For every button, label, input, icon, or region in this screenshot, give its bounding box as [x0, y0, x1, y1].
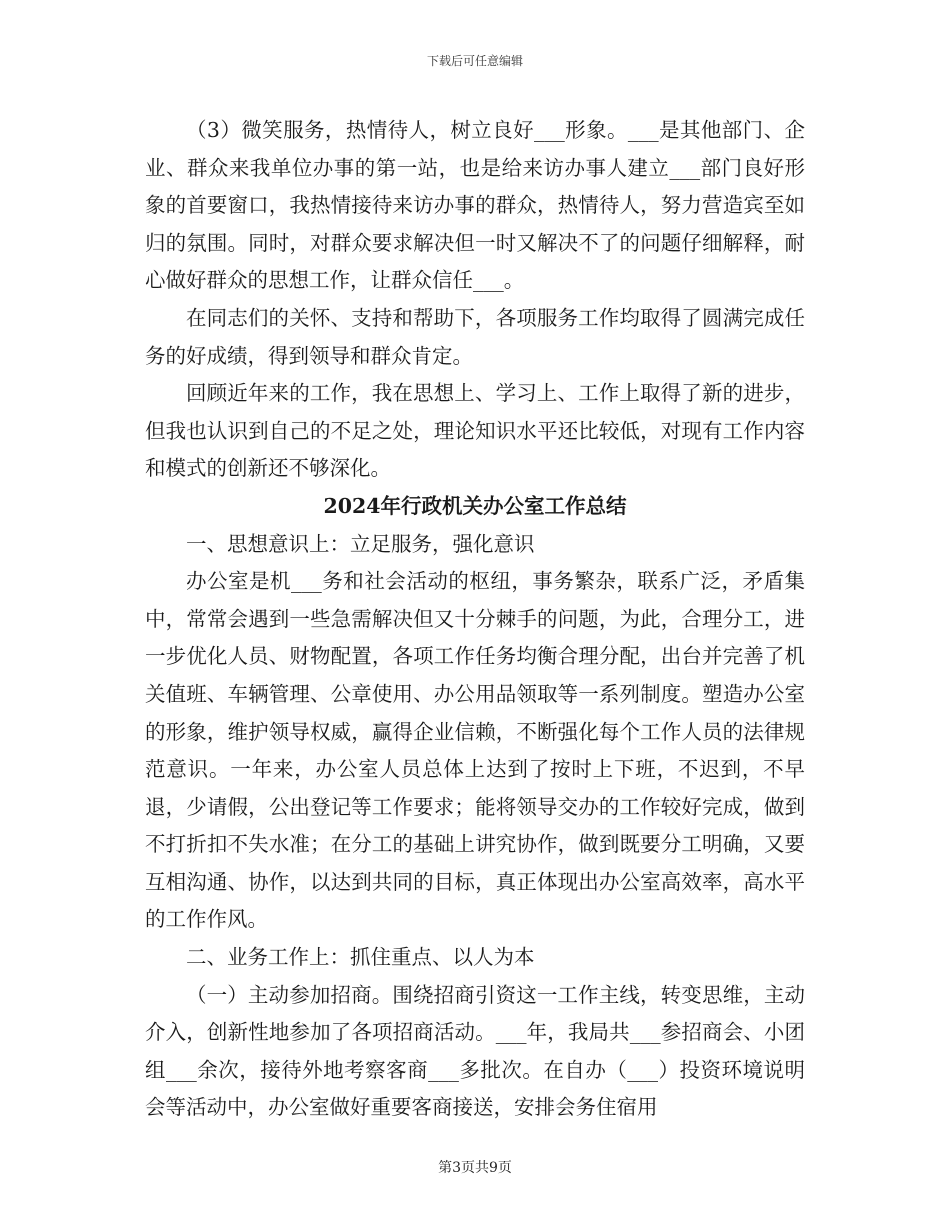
paragraph-investment: （一）主动参加招商。围绕招商引资这一工作主线，转变思维，主动介入，创新性地参加了各项招商活动。___年，我局共___参招商会、小团组___余次，接待外地考察客商___多批次。在自办（___）投资环境说明会等活动中，办公室做好重要客商接送，安排会务住宿用 — [145, 982, 805, 1120]
paragraph-achievements: 在同志们的关怀、支持和帮助下，各项服务工作均取得了圆满完成任务的好成绩，得到领导和群众肯定。 — [145, 305, 805, 368]
document-body — [145, 112, 805, 1127]
paragraph-review: 回顾近年来的工作，我在思想上、学习上、工作上取得了新的进步，但我也认识到自己的不足之处，理论知识水平还比较低，对现有工作内容和模式的创新还不够深化。 — [145, 381, 805, 481]
heading-ideology: 一、思想意识上：立足服务，强化意识 — [186, 531, 535, 556]
paragraph-office-hub: 办公室是机___务和社会活动的枢纽，事务繁杂，联系广泛，矛盾集中，常常会遇到一些急需解决但又十分棘手的问题，为此，合理分工，进一步优化人员、财物配置，各项工作任务均衡合理分配，出台并完善了机关值班、车辆管理、公章使用、办公用品领取等一系列制度。塑造办公室的形象，维护领导权威，赢得企业信赖，不断强化每个工作人员的法律规范意识。一年来，办公室人员总体上达到了按时上下班，不迟到，不早退，少请假，公出登记等工作要求；能将领导交办的工作较好完成，做到不打折扣不失水准；在分工的基础上讲究协作，做到既要分工明确，又要互相沟通、协作，以达到共同的目标，真正体现出办公室高效率，高水平的工作作风。 — [145, 569, 805, 932]
paragraph-smile-service: （3）微笑服务，热情待人，树立良好___形象。___是其他部门、企业、群众来我单位办事的第一站，也是给来访办事人建立___部门良好形象的首要窗口，我热情接待来访办事的群众，热情待人，努力营造宾至如归的氛围。同时，对群众要求解决但一时又解决不了的问题仔细解释，耐心做好群众的思想工作，让群众信任___。 — [145, 118, 805, 293]
section-title: 2024年行政机关办公室工作总结 — [323, 493, 627, 518]
page-header: 下载后可任意编辑 — [426, 54, 523, 68]
heading-business-work: 二、业务工作上：抓住重点、以人为本 — [186, 945, 535, 970]
page-number: 第3页共9页 — [438, 1160, 512, 1176]
